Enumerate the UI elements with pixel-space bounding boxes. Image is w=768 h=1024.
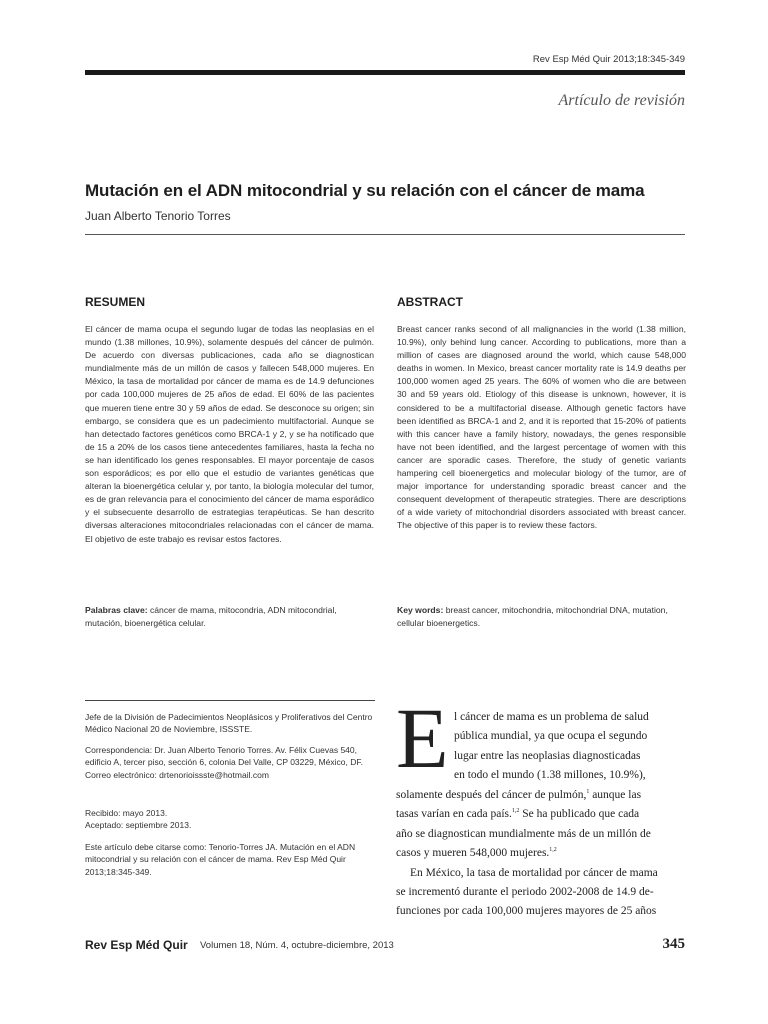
body-line: se incrementó durante el periodo 2002-2008 de 14.9 de- [396, 886, 654, 899]
citation-ref: 1,2 [549, 847, 557, 854]
body-lines-full [396, 786, 686, 922]
body-line: funciones por cada 100,000 mujeres mayores de 25 años [396, 905, 657, 918]
body-line: en todo el mundo (1.38 millones, 10.9%), [454, 769, 646, 782]
journal-reference: Rev Esp Méd Quir 2013;18:345-349 [532, 54, 685, 65]
article-author: Juan Alberto Tenorio Torres [85, 209, 231, 223]
resumen-keywords-label: Palabras clave: [85, 605, 148, 615]
accepted-date: Aceptado: septiembre 2013. [85, 820, 192, 831]
body-line: En México, la tasa de mortalidad por cáncer de mama [410, 866, 658, 879]
body-line: pública mundial, ya que ocupa el segundo [454, 730, 648, 743]
abstract-keywords-label: Key words: [397, 605, 444, 615]
footnote-dates [85, 807, 373, 832]
footer-journal-name: Rev Esp Méd Quir [85, 938, 188, 952]
abstract-text: Breast cancer ranks second of all malignancies in the world (1.38 million, 10.9%), only behind lung cancer. According to publications, more than a million of cases are diagnosed around the world, which cause 548,000 deaths in women. In Mexico, breast cancer mortality rate is 14.9 deaths per 100,000 women aged 25 years. The 60% of women who die are between 30 and 59 years old. Etiology of this disease is unknown, however, it is considered to be a multifactorial disease. Although genetic factors have been identified as BRCA-1 and 2, and it is reported that 15-20% of patients with this cancer have a family history, nowadays, the genes responsible have not been identified, and the largest percentage of women with this cancer are sporadic cases. Therefore, the study of genetic variants hampering cell bioenergetics and molecular biology of the tumor, are of major importance for understanding sporadic breast cancer and the consequent development of therapeutic strategies. There are descriptions of a wide variety of mitochondrial disorders associated with breast cancer. The objective of this paper is to review these factors. [397, 324, 686, 531]
abstract-keywords [397, 604, 686, 630]
body-line: casos y mueren 548,000 mujeres.$^{1,2}$ [396, 847, 557, 860]
abstract-heading: ABSTRACT [397, 295, 463, 309]
header-rule [85, 70, 685, 75]
resumen-text: El cáncer de mama ocupa el segundo lugar de todas las neoplasias en el mundo (1.38 millones, 10.9%), solamente después del cáncer de pulmón. De acuerdo con diversas publicaciones, cada año se diagnostican mundialmente más de un millón de casos y fallecen 548,000 mujeres. En México, la tasa de mortalidad por cáncer de mama es de 14.9 defunciones por cada 100,000 mujeres de 25 años de edad. El 60% de las pacientes que mueren tiene entre 30 y 59 años de edad. Se desconoce su origen; sin embargo, se considera que es un padecimiento multifactorial. Aunque se han detectado factores genéticos como BRCA-1 y 2, y se ha notificado que de 15 a 20% de los casos tiene antecedentes familiares, hasta la fecha no se han identificado los genes responsables. El mayor porcentaje de casos son esporádicos; es por ello que el estudio de variantes genéticas que alteran la bioenergética celular y, por tanto, la biología molecular del tumor, es de gran relevancia para el conocimiento del cáncer de mama esporádico y el subsecuente desarrollo de estrategias terapéuticas. Se han descrito diversas alteraciones mitocondriales relacionadas con el cáncer de mama. El objetivo de este trabajo es revisar estos factores. [85, 324, 374, 544]
page-number: 345 [662, 936, 685, 952]
body-line: solamente después del cáncer de pulmón,$^1$ aunque las [396, 789, 642, 801]
correspondence-email: Correo electrónico: drtenorioissste@hotmail.com [85, 769, 269, 780]
abstract-keywords-list: breast cancer, mitochondria, mitochondrial DNA, mutation, cellular bioenergetics. [397, 605, 668, 629]
resumen-keywords-list: cáncer de mama, mitocondria, ADN mitocondrial, mutación, bioenergética celular. [85, 605, 337, 629]
resumen-heading: RESUMEN [85, 295, 146, 309]
article-title: Mutación en el ADN mitocondrial y su relación con el cáncer de mama [85, 181, 645, 200]
citation-ref: 1,2 [511, 808, 520, 815]
footnote-affiliation: Jefe de la División de Padecimientos Neoplásicos y Proliferativos del Centro Médico Nacional 20 de Noviembre, ISSSTE. [85, 712, 373, 735]
citation-ref: 1 [586, 789, 590, 796]
footnote-correspondence [85, 744, 373, 781]
title-rule [85, 234, 685, 235]
resumen-keywords [85, 604, 374, 630]
footnote-citation: Este artículo debe citarse como: Tenorio-Torres JA. Mutación en el ADN mitocondrial y su relación con el cáncer de mama. Rev Esp Méd Quir 2013;18:345-349. [85, 842, 356, 877]
body-line: l cáncer de mama es un problema de salud [454, 711, 649, 723]
footer-volume: Volumen 18, Núm. 4, octubre-diciembre, 2013 [200, 940, 394, 951]
body-line: tasas varían en cada país.$^{1,2}$ Se ha publicado que cada [396, 808, 640, 821]
correspondence-address: Correspondencia: Dr. Juan Alberto Tenorio Torres. Av. Félix Cuevas 540, edificio A, tercer piso, sección 6, colonia Del Valle, CP 03229, México, DF. [85, 745, 363, 768]
footnote-rule [85, 700, 375, 701]
body-line: año se diagnostican mundialmente más de un millón de [396, 827, 651, 840]
section-label: Artículo de revisión [558, 92, 685, 109]
body-lines-indented [454, 708, 686, 786]
body-line: lugar entre las neoplasias diagnosticadas [454, 749, 641, 762]
drop-cap: E [396, 690, 449, 786]
received-date: Recibido: mayo 2013. [85, 808, 168, 818]
